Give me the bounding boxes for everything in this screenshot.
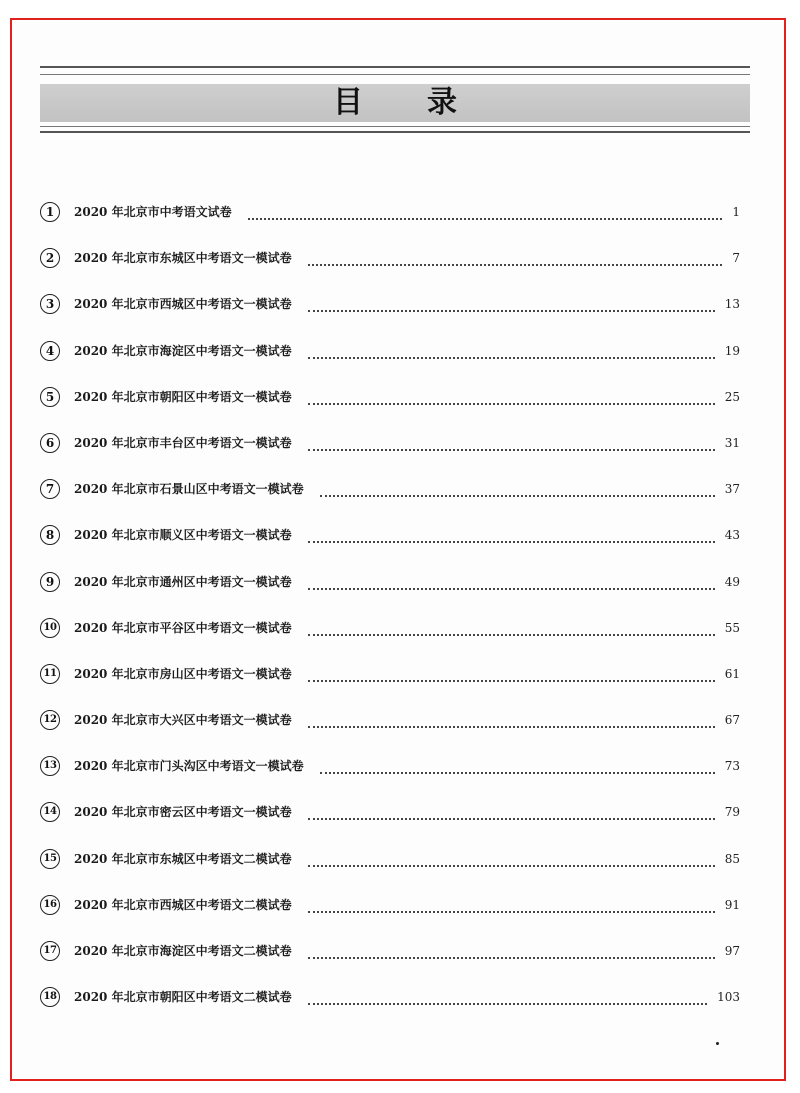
entry-page-number: 79 xyxy=(724,805,740,820)
entry-title: 2020 年北京市房山区中考语文一模试卷 xyxy=(74,666,292,681)
entry-title: 2020 年北京市门头沟区中考语文一模试卷 xyxy=(74,759,304,774)
entry-title: 2020 年北京市通州区中考语文一模试卷 xyxy=(74,574,292,589)
entry-title: 2020 年北京市朝阳区中考语文二模试卷 xyxy=(74,990,292,1005)
header-rule-top xyxy=(40,66,750,68)
toc-entry-11[interactable] xyxy=(40,662,740,708)
entry-page-number: 103 xyxy=(717,990,740,1005)
toc-entry-13[interactable] xyxy=(40,754,740,800)
entry-number-circle: 14 xyxy=(40,802,60,822)
entry-number-circle: 4 xyxy=(40,341,60,361)
toc-entry-4[interactable] xyxy=(40,339,740,385)
entry-number-circle: 16 xyxy=(40,895,60,915)
entry-page-number: 37 xyxy=(724,482,740,497)
dot-leader xyxy=(308,804,715,820)
entry-number-circle: 13 xyxy=(40,756,60,776)
entry-title: 2020 年北京市西城区中考语文一模试卷 xyxy=(74,297,292,312)
entry-number-circle: 2 xyxy=(40,248,60,268)
entry-number-circle: 10 xyxy=(40,618,60,638)
toc-entry-7[interactable] xyxy=(40,477,740,523)
entry-page-number: 73 xyxy=(724,759,740,774)
entry-page-number: 7 xyxy=(732,251,740,266)
toc-entry-14[interactable] xyxy=(40,800,740,846)
entry-number-circle: 8 xyxy=(40,525,60,545)
entry-page-number: 85 xyxy=(724,851,740,866)
print-speck xyxy=(716,1042,719,1045)
entry-page-number: 61 xyxy=(724,666,740,681)
dot-leader xyxy=(308,620,715,636)
dot-leader xyxy=(320,758,715,774)
dot-leader xyxy=(308,389,715,405)
table-of-contents xyxy=(40,200,740,1031)
entry-number-circle: 5 xyxy=(40,387,60,407)
dot-leader xyxy=(308,989,707,1005)
entry-title: 2020 年北京市西城区中考语文二模试卷 xyxy=(74,897,292,912)
entry-number-circle: 18 xyxy=(40,987,60,1007)
toc-entry-15[interactable] xyxy=(40,847,740,893)
entry-number-circle: 3 xyxy=(40,294,60,314)
dot-leader xyxy=(308,250,722,266)
entry-number-circle: 9 xyxy=(40,572,60,592)
dot-leader xyxy=(308,435,715,451)
entry-page-number: 67 xyxy=(724,713,740,728)
entry-title: 2020 年北京市石景山区中考语文一模试卷 xyxy=(74,482,304,497)
entry-page-number: 19 xyxy=(724,343,740,358)
entry-page-number: 13 xyxy=(724,297,740,312)
toc-entry-9[interactable] xyxy=(40,570,740,616)
header-rule-bottom-thin xyxy=(40,126,750,127)
dot-leader xyxy=(308,851,715,867)
entry-title: 2020 年北京市东城区中考语文一模试卷 xyxy=(74,251,292,266)
entry-page-number: 55 xyxy=(724,620,740,635)
entry-title: 2020 年北京市丰台区中考语文一模试卷 xyxy=(74,435,292,450)
entry-number-circle: 1 xyxy=(40,202,60,222)
dot-leader xyxy=(308,296,715,312)
toc-entry-1[interactable] xyxy=(40,200,740,246)
toc-entry-12[interactable] xyxy=(40,708,740,754)
dot-leader xyxy=(308,343,715,359)
dot-leader xyxy=(308,712,715,728)
entry-title: 2020 年北京市密云区中考语文一模试卷 xyxy=(74,805,292,820)
entry-number-circle: 7 xyxy=(40,479,60,499)
entry-title: 2020 年北京市东城区中考语文二模试卷 xyxy=(74,851,292,866)
entry-page-number: 91 xyxy=(724,897,740,912)
entry-title: 2020 年北京市海淀区中考语文二模试卷 xyxy=(74,944,292,958)
entry-number-circle: 11 xyxy=(40,664,60,684)
page-title: 目录 xyxy=(333,85,521,120)
toc-entry-16[interactable] xyxy=(40,893,740,939)
dot-leader xyxy=(248,204,722,220)
toc-entry-10[interactable] xyxy=(40,616,740,662)
toc-entry-5[interactable] xyxy=(40,385,740,431)
entry-page-number: 43 xyxy=(724,528,740,543)
toc-entry-2[interactable] xyxy=(40,246,740,292)
entry-page-number: 49 xyxy=(724,574,740,589)
entry-title: 2020 年北京市平谷区中考语文一模试卷 xyxy=(74,620,292,635)
entry-title: 2020 年北京市中考语文试卷 xyxy=(74,205,232,219)
dot-leader xyxy=(308,574,715,590)
dot-leader xyxy=(320,481,715,497)
entry-title: 2020 年北京市大兴区中考语文一模试卷 xyxy=(74,713,292,728)
toc-entry-18[interactable] xyxy=(40,985,740,1031)
entry-page-number: 1 xyxy=(732,205,740,219)
dot-leader xyxy=(308,943,715,959)
dot-leader xyxy=(308,897,715,913)
entry-number-circle: 12 xyxy=(40,710,60,730)
entry-page-number: 97 xyxy=(724,944,740,958)
entry-title: 2020 年北京市顺义区中考语文一模试卷 xyxy=(74,528,292,543)
dot-leader xyxy=(308,666,715,682)
dot-leader xyxy=(308,527,715,543)
entry-page-number: 25 xyxy=(724,389,740,404)
entry-page-number: 31 xyxy=(724,435,740,450)
toc-entry-3[interactable] xyxy=(40,292,740,338)
entry-number-circle: 15 xyxy=(40,849,60,869)
header-rule-bottom xyxy=(40,131,750,133)
toc-entry-8[interactable] xyxy=(40,523,740,569)
toc-entry-17[interactable] xyxy=(40,939,740,985)
entry-number-circle: 6 xyxy=(40,433,60,453)
entry-title: 2020 年北京市海淀区中考语文一模试卷 xyxy=(74,343,292,358)
toc-entry-6[interactable] xyxy=(40,431,740,477)
entry-title: 2020 年北京市朝阳区中考语文一模试卷 xyxy=(74,389,292,404)
entry-number-circle: 17 xyxy=(40,941,60,961)
header-rule-top-thin xyxy=(40,74,750,75)
